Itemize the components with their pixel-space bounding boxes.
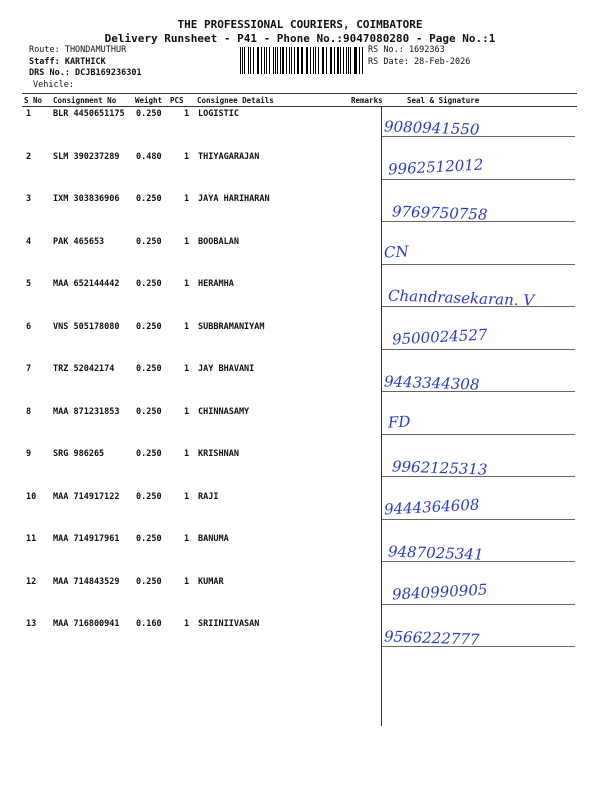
consignee-cell: JAY BHAVANI (198, 364, 255, 374)
barcode-bar (340, 47, 341, 74)
weight-cell: 0.250 (136, 491, 162, 502)
consignee-cell: CHINNASAMY (198, 406, 250, 417)
consignee-cell: BANUMA (198, 534, 229, 544)
weight-cell: 0.250 (136, 406, 162, 417)
weight-cell: 0.480 (136, 151, 162, 162)
pcs-cell: 1 (184, 151, 190, 162)
sno-cell: 3 (26, 194, 32, 204)
table-row (22, 152, 577, 194)
consignment-cell: MAA 714917122 (53, 491, 120, 502)
table-row (22, 237, 577, 279)
signature-line (382, 604, 575, 605)
col-header-signature: Seal & Signature (407, 96, 480, 105)
pcs-cell: 1 (184, 406, 190, 417)
table-row (22, 364, 577, 406)
barcode-bar (282, 47, 283, 74)
handwritten-signature: FD (387, 411, 411, 432)
barcode-bar (240, 47, 241, 74)
barcode-bar (348, 47, 349, 74)
pcs-cell: 1 (184, 449, 190, 459)
barcode-bar (330, 47, 331, 74)
consignee-cell: JAYA HARIHARAN (198, 194, 270, 204)
weight-cell: 0.250 (136, 321, 162, 332)
table-row (22, 492, 577, 534)
table-row (22, 279, 577, 321)
consignment-cell: PAK 465653 (53, 236, 105, 247)
handwritten-signature: 9487025341 (387, 542, 484, 564)
vehicle-label: Vehicle: (33, 80, 74, 90)
sno-cell: 7 (26, 364, 32, 374)
drs-number: DRS No.: DCJB169236301 (29, 68, 142, 78)
runsheet-subtitle: Delivery Runsheet - P41 - Phone No.:9047080280 - Page No.:1 (104, 32, 496, 45)
signature-line (382, 434, 575, 435)
weight-cell: 0.250 (136, 194, 162, 204)
barcode-bar (315, 47, 316, 74)
sno-cell: 10 (26, 491, 37, 502)
handwritten-signature: Chandrasekaran. V (387, 286, 535, 310)
company-title: THE PROFESSIONAL COURIERS, COIMBATORE (177, 18, 423, 31)
weight-cell: 0.250 (136, 236, 162, 247)
table-row (22, 109, 577, 151)
barcode-bar (291, 47, 292, 74)
sno-cell: 6 (26, 321, 32, 332)
consignment-cell: SRG 986265 (53, 449, 105, 459)
sno-cell: 5 (26, 279, 32, 289)
rs-date: RS Date: 28-Feb-2026 (368, 56, 471, 67)
barcode-bar (362, 47, 363, 74)
consignment-cell: MAA 652144442 (53, 279, 120, 289)
table-row (22, 449, 577, 491)
weight-cell: 0.250 (136, 534, 162, 544)
pcs-cell: 1 (184, 491, 190, 502)
signature-line (382, 264, 575, 265)
pcs-cell: 1 (184, 364, 190, 374)
consignment-cell: VNS 505178080 (53, 321, 120, 332)
barcode-bar (323, 47, 324, 74)
col-header-remarks: Remarks (351, 96, 383, 105)
consignment-cell: MAA 871231853 (53, 406, 120, 417)
barcode-bar (248, 47, 249, 74)
consignee-cell: THIYAGARAJAN (198, 151, 260, 162)
consignment-cell: MAA 716800941 (53, 619, 120, 629)
consignee-cell: RAJI (198, 491, 219, 502)
consignment-cell: BLR 4450651175 (53, 109, 125, 119)
table-row (22, 619, 577, 661)
signature-line (382, 519, 575, 520)
handwritten-signature: 9443344308 (383, 372, 480, 394)
pcs-cell: 1 (184, 321, 190, 332)
col-header-consignment: Consignment No (53, 96, 117, 105)
consignment-cell: MAA 714917961 (53, 534, 120, 544)
table-row (22, 194, 577, 236)
table-row (22, 407, 577, 449)
barcode-bar (310, 47, 311, 74)
rs-number: RS No.: 1692363 (368, 45, 445, 55)
pcs-cell: 1 (184, 619, 190, 629)
handwritten-signature: 9500024527 (391, 325, 488, 348)
consignee-cell: KUMAR (198, 576, 224, 587)
header-left-block (29, 45, 142, 80)
barcode-image (240, 47, 364, 74)
handwritten-signature: CN (383, 241, 410, 262)
table-top-rule (22, 93, 577, 94)
handwritten-signature: 9080941550 (383, 117, 480, 139)
pcs-cell: 1 (184, 279, 190, 289)
barcode-bar (355, 47, 356, 74)
consignee-cell: HERAMHA (198, 279, 234, 289)
pcs-cell: 1 (184, 194, 190, 204)
barcode-bar (337, 47, 338, 74)
barcode-bar (280, 47, 281, 74)
table-header-rule (22, 106, 577, 107)
barcode-bar (301, 47, 302, 74)
weight-cell: 0.160 (136, 619, 162, 629)
consignee-cell: LOGISTIC (198, 109, 239, 119)
consignee-cell: KRISHNAN (198, 449, 239, 459)
route-label: Route: THONDAMUTHUR (29, 45, 127, 55)
consignee-cell: BOOBALAN (198, 236, 239, 247)
sno-cell: 8 (26, 406, 32, 417)
handwritten-signature: 9840990905 (391, 580, 488, 603)
table-row (22, 322, 577, 364)
staff-label: Staff: KARTHICK (29, 56, 106, 67)
weight-cell: 0.250 (136, 449, 162, 459)
weight-cell: 0.250 (136, 576, 162, 587)
weight-cell: 0.250 (136, 364, 162, 374)
pcs-cell: 1 (184, 109, 190, 119)
pcs-cell: 1 (184, 576, 190, 587)
handwritten-signature: 9444364608 (383, 495, 480, 518)
table-row (22, 534, 577, 576)
sno-cell: 11 (26, 534, 37, 544)
col-header-pcs: PCS (170, 96, 184, 105)
handwritten-signature: 9962125313 (391, 457, 488, 479)
sno-cell: 9 (26, 449, 32, 459)
pcs-cell: 1 (184, 534, 190, 544)
sno-cell: 1 (26, 109, 32, 119)
header-right-block (368, 45, 470, 68)
consignment-cell: TRZ 52042174 (53, 364, 115, 374)
sno-cell: 2 (26, 151, 32, 162)
pcs-cell: 1 (184, 236, 190, 247)
consignment-cell: IXM 303836906 (53, 194, 120, 204)
handwritten-signature: 9769750758 (391, 202, 488, 224)
consignee-cell: SUBBRAMANIYAM (198, 321, 265, 332)
handwritten-signature: 9962512012 (387, 155, 484, 178)
signature-line (382, 179, 575, 180)
weight-cell: 0.250 (136, 279, 162, 289)
barcode-bar (266, 47, 267, 74)
barcode-bar (253, 47, 254, 74)
consignment-cell: SLM 390237289 (53, 151, 120, 162)
signature-line (382, 349, 575, 350)
col-header-weight: Weight (135, 96, 163, 105)
col-header-sno: S No (24, 96, 43, 105)
weight-cell: 0.250 (136, 109, 162, 119)
handwritten-signature: 9566222777 (383, 627, 480, 649)
sno-cell: 4 (26, 236, 32, 247)
barcode-bar (298, 47, 299, 74)
consignment-cell: MAA 714843529 (53, 576, 120, 587)
consignee-cell: SRIINIIVASAN (198, 619, 260, 629)
barcode-bar (257, 47, 258, 74)
table-row (22, 577, 577, 619)
sno-cell: 13 (26, 619, 37, 629)
sno-cell: 12 (26, 576, 37, 587)
barcode-bar (273, 47, 274, 74)
col-header-consignee: Consignee Details (197, 96, 274, 105)
